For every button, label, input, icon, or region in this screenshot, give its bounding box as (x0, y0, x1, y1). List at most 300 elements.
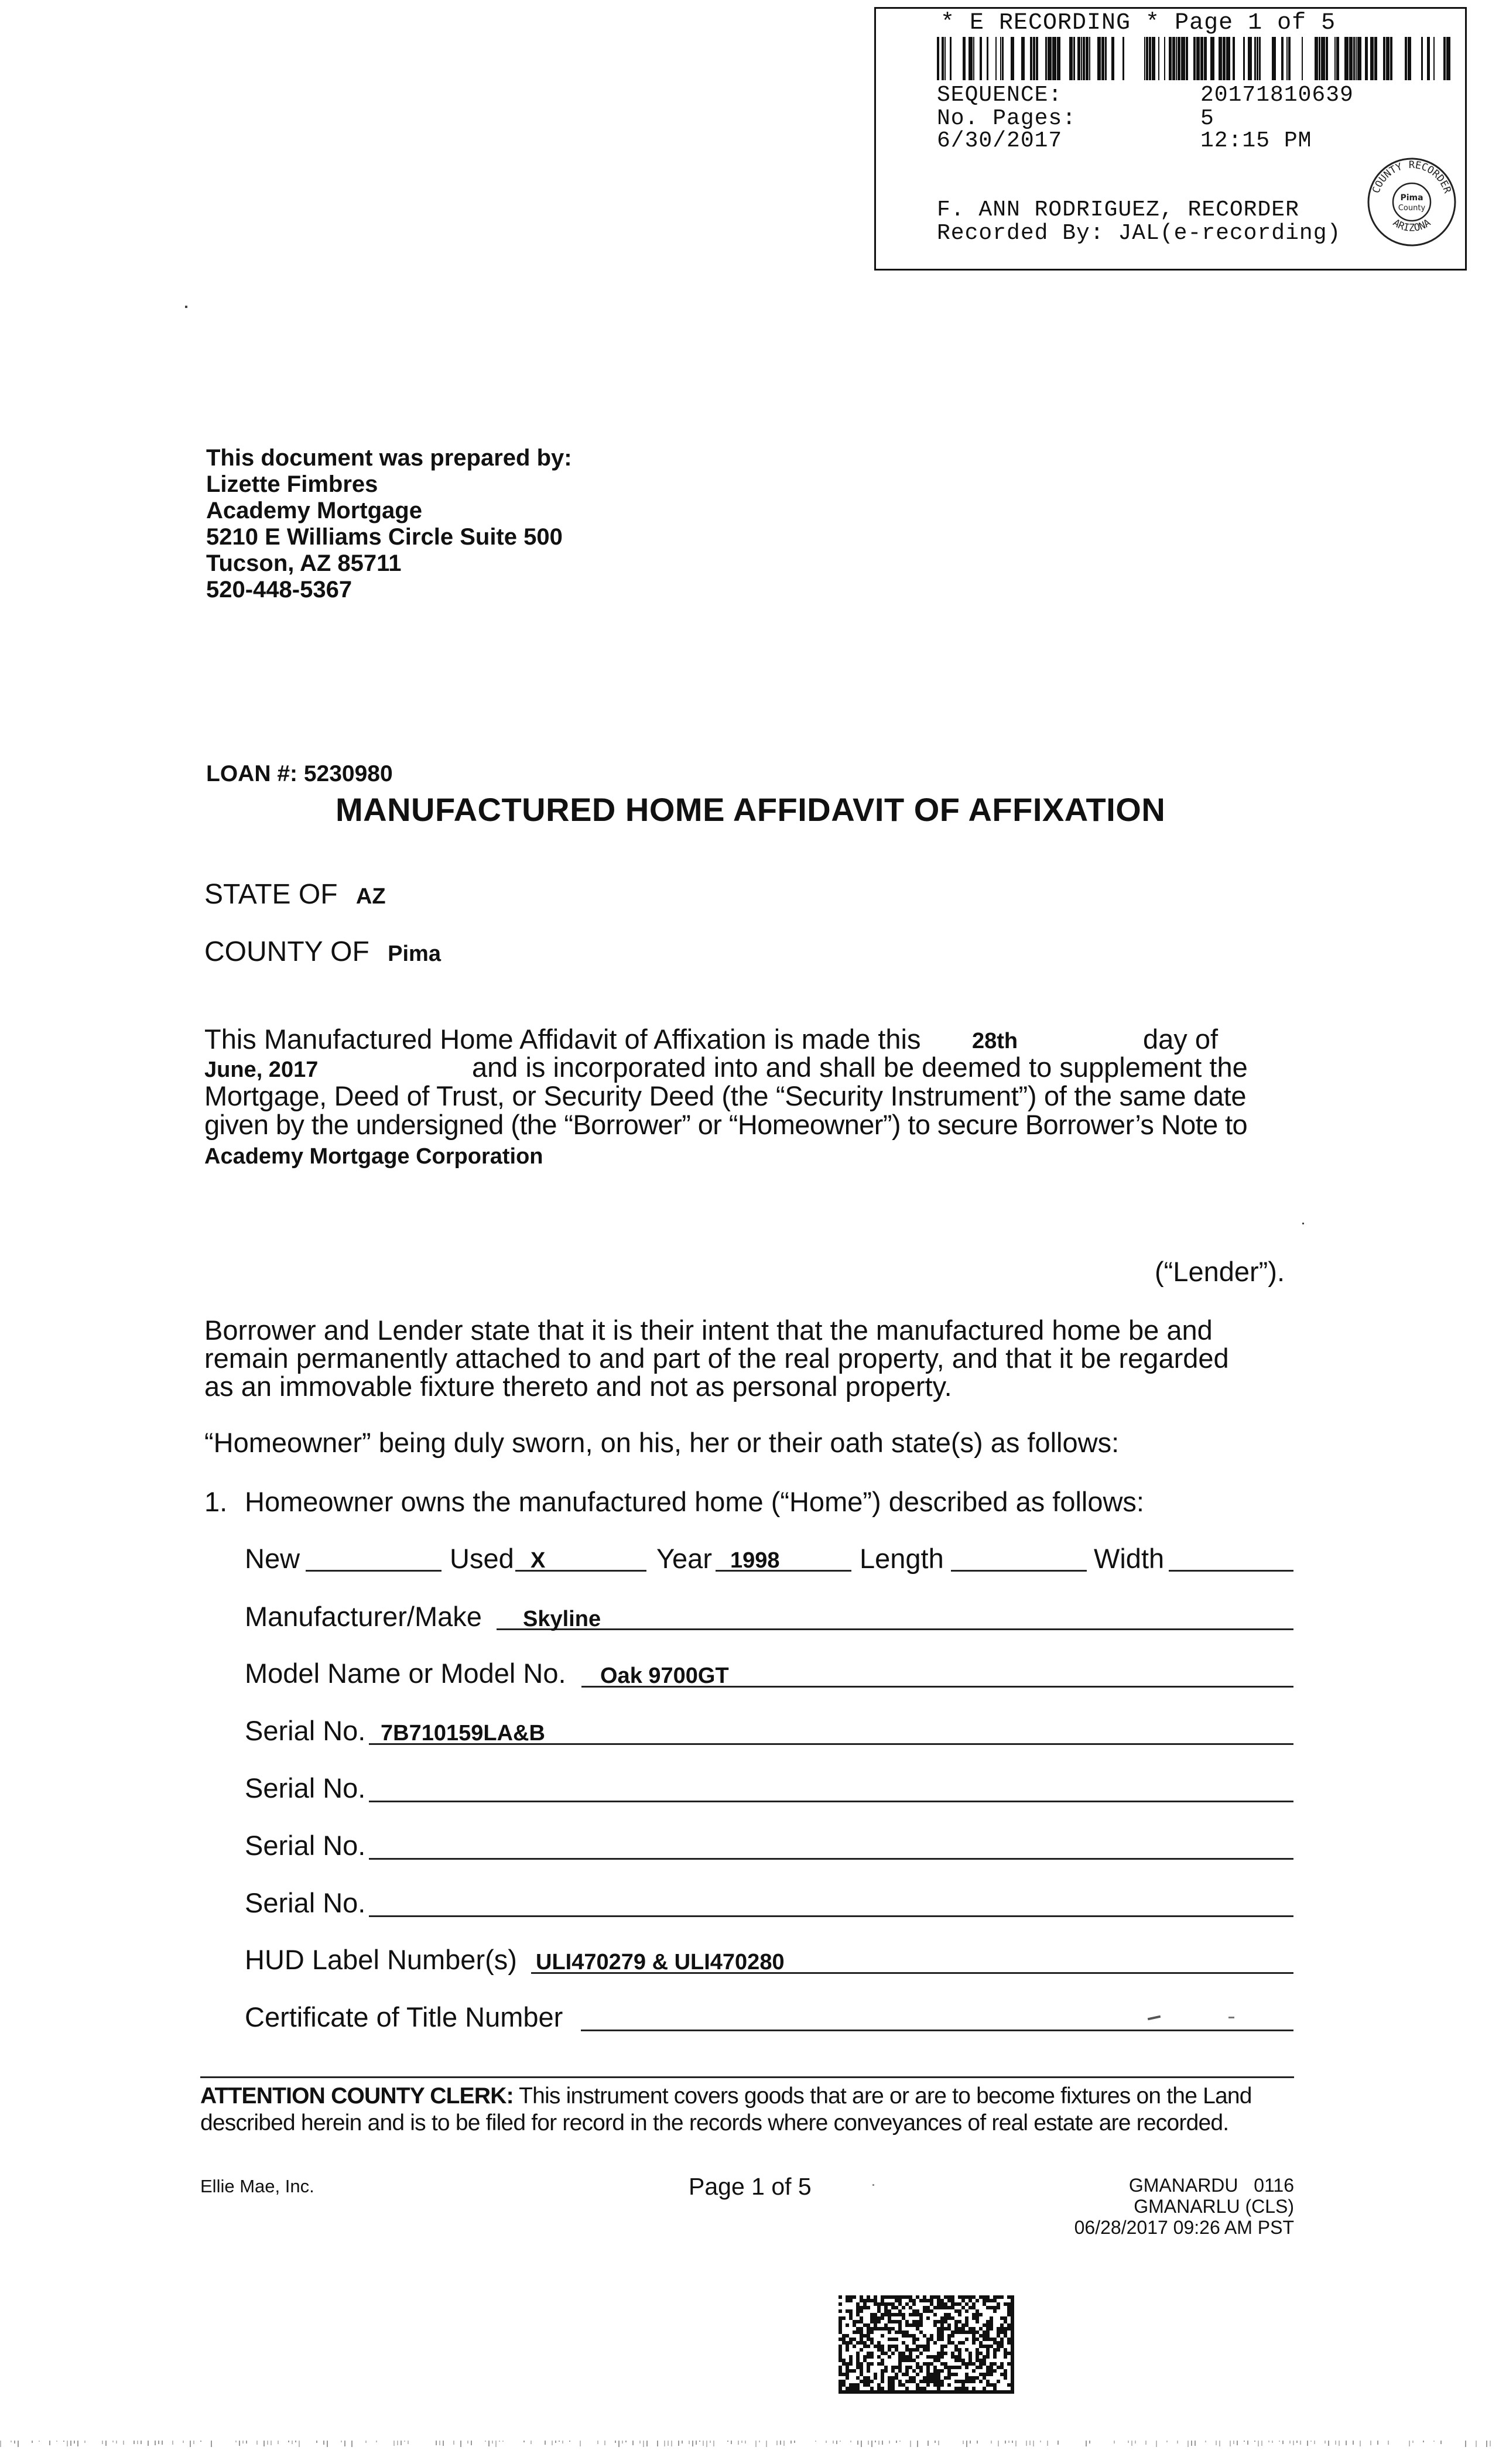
footer-page: Page 1 of 5 (689, 2173, 812, 2200)
barcode-module (993, 2369, 997, 2373)
barcode-module (979, 2295, 983, 2299)
edge-tick (692, 2441, 693, 2446)
barcode-module (867, 2323, 870, 2327)
barcode-module (905, 2355, 909, 2359)
barcode-module (877, 2390, 881, 2394)
barcode-module (926, 2299, 930, 2302)
barcode-module (870, 2387, 874, 2390)
barcode-module (846, 2334, 849, 2338)
edge-tick (935, 2441, 936, 2443)
barcode-module (853, 2320, 856, 2323)
barcode-module (986, 2330, 990, 2334)
barcode-module (1007, 2306, 1011, 2309)
barcode-module (849, 2295, 853, 2299)
barcode-module (842, 2390, 846, 2394)
barcode-module (951, 2334, 954, 2338)
edge-tick (840, 2441, 841, 2442)
barcode-module (983, 2302, 986, 2306)
barcode-module (961, 2359, 965, 2362)
barcode-module (912, 2348, 916, 2352)
barcode-module (888, 2330, 891, 2334)
manufacturer-line (497, 1628, 1293, 1630)
barcode-module (976, 2330, 979, 2334)
barcode-module (895, 2299, 898, 2302)
barcode-module (905, 2373, 909, 2376)
barcode-module (1011, 2309, 1014, 2313)
barcode-module (902, 2359, 905, 2362)
barcode-module (976, 2355, 979, 2359)
barcode-module (1007, 2362, 1011, 2366)
barcode-module (870, 2355, 874, 2359)
barcode-module (1011, 2327, 1014, 2330)
barcode-module (990, 2369, 993, 2373)
barcode-module (1004, 2390, 1007, 2394)
intro-line-4: given by the undersigned (the “Borrower” or “Homeowner”) to secure Borrower’s Note to (204, 1109, 1248, 1140)
edge-tick (815, 2441, 816, 2442)
barcode-module (891, 2387, 895, 2390)
edge-tick (316, 2441, 317, 2443)
barcode-module (961, 2387, 965, 2390)
barcode-module (930, 2355, 933, 2359)
barcode-module (853, 2345, 856, 2348)
edge-tick (200, 2441, 201, 2442)
barcode-module (933, 2306, 937, 2309)
barcode-module (954, 2320, 958, 2323)
edge-tick (706, 2441, 707, 2447)
edge-tick (1346, 2441, 1347, 2445)
barcode-module (990, 2320, 993, 2323)
edge-tick (162, 2441, 163, 2445)
barcode-module (983, 2387, 986, 2390)
barcode-module (877, 2348, 881, 2352)
barcode-module (856, 2390, 860, 2394)
edge-tick (1409, 2441, 1410, 2446)
barcode-module (944, 2320, 947, 2323)
edge-tick (1015, 2441, 1017, 2446)
new-line (306, 1570, 442, 1572)
edge-tick (1114, 2441, 1115, 2444)
barcode-module (849, 2387, 853, 2390)
edge-tick (155, 2441, 156, 2445)
barcode-module (884, 2369, 888, 2373)
barcode-module (976, 2376, 979, 2380)
barcode-module (1007, 2390, 1011, 2394)
barcode-module (940, 2390, 944, 2394)
barcode-bar (1326, 37, 1328, 80)
barcode-module (951, 2366, 954, 2369)
edge-tick (32, 2441, 33, 2443)
barcode-bar (1000, 37, 1001, 80)
barcode-module (856, 2320, 860, 2323)
barcode-module (1000, 2345, 1004, 2348)
edge-tick (745, 2441, 746, 2444)
edge-tick (1335, 2441, 1336, 2445)
barcode-module (926, 2369, 930, 2373)
barcode-module (993, 2306, 997, 2309)
barcode-module (937, 2302, 940, 2306)
barcode-module (898, 2390, 902, 2394)
edge-tick (569, 2441, 570, 2442)
barcode-module (1011, 2341, 1014, 2345)
edge-tick (376, 2441, 377, 2442)
barcode-module (983, 2299, 986, 2302)
edge-tick (39, 2441, 40, 2442)
edge-tick (878, 2441, 879, 2445)
barcode-module (954, 2359, 958, 2362)
barcode-module (976, 2316, 979, 2320)
barcode-module (1011, 2352, 1014, 2355)
edge-tick (190, 2441, 191, 2447)
barcode-module (842, 2338, 846, 2341)
barcode-module (881, 2369, 884, 2373)
edge-tick (1254, 2441, 1255, 2442)
barcode-module (933, 2373, 937, 2376)
barcode-module (940, 2345, 944, 2348)
barcode-module (926, 2380, 930, 2383)
barcode-module (972, 2295, 976, 2299)
edge-tick (910, 2441, 911, 2447)
barcode-module (870, 2390, 874, 2394)
barcode-module (912, 2323, 916, 2327)
barcode-module (937, 2369, 940, 2373)
barcode-module (951, 2306, 954, 2309)
barcode-module (951, 2330, 954, 2334)
barcode-module (839, 2390, 842, 2394)
barcode-module (965, 2366, 968, 2369)
edge-tick (1145, 2441, 1147, 2445)
edge-tick (1314, 2441, 1315, 2444)
barcode-module (874, 2345, 877, 2348)
barcode-bar (1286, 37, 1288, 80)
edge-tick (833, 2441, 834, 2444)
edge-tick (632, 2441, 634, 2445)
barcode-module (891, 2369, 895, 2373)
barcode-bar (1122, 37, 1124, 80)
barcode-bar (1321, 37, 1325, 80)
barcode-bar (942, 37, 944, 80)
barcode-module (860, 2330, 863, 2334)
barcode-module (926, 2309, 930, 2313)
barcode-module (856, 2376, 860, 2380)
barcode-module (905, 2323, 909, 2327)
barcode-module (961, 2323, 965, 2327)
barcode-bar (1353, 37, 1355, 80)
barcode-module (860, 2327, 863, 2330)
barcode-module (877, 2345, 881, 2348)
barcode-module (979, 2390, 983, 2394)
barcode-module (933, 2366, 937, 2369)
barcode-module (895, 2295, 898, 2299)
edge-tick (678, 2441, 679, 2446)
edge-tick (1219, 2441, 1220, 2446)
barcode-module (958, 2387, 961, 2390)
barcode-module (990, 2345, 993, 2348)
barcode-bar (1315, 37, 1318, 80)
barcode-module (926, 2373, 930, 2376)
barcode-module (909, 2352, 912, 2355)
barcode-module (968, 2355, 972, 2359)
barcode-module (877, 2320, 881, 2323)
barcode-module (867, 2362, 870, 2366)
barcode-module (954, 2390, 958, 2394)
edge-tick (836, 2441, 837, 2444)
edge-tick (783, 2441, 785, 2446)
barcode-module (933, 2376, 937, 2380)
barcode-module (870, 2327, 874, 2330)
barcode-module (947, 2295, 951, 2299)
barcode-module (856, 2327, 860, 2330)
barcode-module (839, 2316, 842, 2320)
barcode-module (958, 2359, 961, 2362)
barcode-module (881, 2327, 884, 2330)
barcode-module (891, 2366, 895, 2369)
edge-tick (63, 2441, 64, 2442)
barcode-module (909, 2366, 912, 2369)
barcode-module (912, 2334, 916, 2338)
barcode-module (997, 2302, 1000, 2306)
barcode-module (954, 2309, 958, 2313)
edge-tick (1012, 2441, 1013, 2443)
barcode-module (983, 2334, 986, 2338)
barcode-module (954, 2373, 958, 2376)
barcode-module (874, 2316, 877, 2320)
barcode-module (983, 2373, 986, 2376)
edge-tick (1293, 2441, 1294, 2445)
barcode-module (891, 2345, 895, 2348)
barcode-module (940, 2327, 944, 2330)
barcode-module (888, 2320, 891, 2323)
preparer-address-2: Tucson, AZ 85711 (206, 550, 402, 576)
barcode-module (888, 2345, 891, 2348)
barcode-module (888, 2387, 891, 2390)
barcode-bar (1259, 37, 1261, 80)
barcode-module (839, 2380, 842, 2383)
length-label: Length (860, 1543, 944, 1574)
barcode-module (1000, 2373, 1004, 2376)
intent-line-1: Borrower and Lender state that it is their intent that the manufactured home be and (204, 1315, 1213, 1346)
barcode-module (867, 2355, 870, 2359)
lender-suffix: (“Lender”). (1155, 1256, 1285, 1287)
barcode-module (902, 2383, 905, 2387)
barcode-module (940, 2383, 944, 2387)
barcode-module (1007, 2309, 1011, 2313)
edge-tick (453, 2441, 454, 2445)
barcode-module (912, 2309, 916, 2313)
barcode-module (909, 2299, 912, 2302)
barcode-module (997, 2366, 1000, 2369)
barcode-module (976, 2320, 979, 2323)
barcode-bar (1248, 37, 1252, 80)
edge-tick (344, 2441, 345, 2446)
barcode-module (853, 2369, 856, 2373)
edge-tick (365, 2441, 367, 2443)
barcode-module (842, 2362, 846, 2366)
barcode-module (986, 2306, 990, 2309)
stamp-header: * E RECORDING * Page 1 of 5 (940, 10, 1336, 36)
footer-codes (995, 2175, 1294, 2238)
barcode-module (993, 2338, 997, 2341)
barcode-module (916, 2327, 919, 2330)
barcode-module (888, 2302, 891, 2306)
2d-barcode-icon (839, 2294, 1014, 2395)
barcode-module (1007, 2352, 1011, 2355)
edge-tick (70, 2441, 71, 2446)
edge-tick (408, 2441, 409, 2444)
edge-tick (1191, 2441, 1192, 2446)
barcode-module (874, 2295, 877, 2299)
barcode-module (933, 2355, 937, 2359)
barcode-module (870, 2299, 874, 2302)
barcode-module (1011, 2320, 1014, 2323)
title-number-label: Certificate of Title Number (245, 2001, 563, 2032)
barcode-module (898, 2366, 902, 2369)
barcode-bar (1319, 37, 1320, 80)
edge-tick (67, 2441, 68, 2446)
edge-tick (1047, 2441, 1048, 2446)
barcode-module (916, 2373, 919, 2376)
barcode-module (881, 2295, 884, 2299)
barcode-bar (1281, 37, 1284, 80)
barcode-module (860, 2369, 863, 2373)
barcode-module (958, 2380, 961, 2383)
edge-tick (977, 2441, 978, 2444)
barcode-module (884, 2295, 888, 2299)
edge-tick (1057, 2441, 1059, 2445)
barcode-module (986, 2369, 990, 2373)
barcode-module (867, 2352, 870, 2355)
barcode-module (912, 2369, 916, 2373)
barcode-module (951, 2302, 954, 2306)
barcode-module (1007, 2313, 1011, 2316)
edge-tick (998, 2441, 999, 2446)
recorded-by: Recorded By: JAL(e-recording) (937, 221, 1341, 246)
barcode-module (860, 2341, 863, 2345)
edge-tick (889, 2441, 890, 2444)
barcode-bar (1254, 37, 1256, 80)
barcode-module (930, 2390, 933, 2394)
barcode-module (986, 2373, 990, 2376)
barcode-module (863, 2302, 867, 2306)
model-label: Model Name or Model No. (245, 1658, 566, 1689)
barcode-module (1000, 2295, 1004, 2299)
barcode-bar (1433, 37, 1435, 80)
barcode-module (905, 2334, 909, 2338)
barcode-module (860, 2299, 863, 2302)
barcode-module (891, 2295, 895, 2299)
barcode-module (877, 2306, 881, 2309)
barcode-module (1011, 2373, 1014, 2376)
barcode-module (983, 2362, 986, 2366)
barcode-bar (1152, 37, 1155, 80)
edge-tick (0, 2441, 1, 2447)
barcode-module (990, 2327, 993, 2330)
barcode-bar (1334, 37, 1336, 80)
barcode-module (870, 2320, 874, 2323)
barcode-module (867, 2306, 870, 2309)
barcode-bar (1101, 37, 1104, 80)
edge-tick (615, 2441, 616, 2443)
barcode-module (1011, 2338, 1014, 2341)
edge-tick (1261, 2441, 1262, 2446)
edge-tick (102, 2441, 103, 2444)
barcode-module (891, 2320, 895, 2323)
barcode-module (983, 2359, 986, 2362)
barcode-module (926, 2341, 930, 2345)
barcode-module (961, 2306, 965, 2309)
barcode-module (965, 2330, 968, 2334)
edge-tick (1353, 2441, 1354, 2445)
item-1-text: Homeowner owns the manufactured home (“Home”) described as follows: (245, 1486, 1144, 1517)
barcode-module (940, 2362, 944, 2366)
barcode-module (940, 2306, 944, 2309)
edge-tick (137, 2441, 138, 2444)
barcode-module (1004, 2320, 1007, 2323)
barcode-module (997, 2306, 1000, 2309)
barcode-bar (1302, 37, 1303, 80)
edge-tick (467, 2441, 468, 2444)
barcode-module (937, 2327, 940, 2330)
edge-tick (1307, 2441, 1308, 2446)
edge-tick (1040, 2441, 1041, 2442)
title-number-line (581, 2030, 1293, 2031)
barcode-module (961, 2380, 965, 2383)
barcode-module (965, 2323, 968, 2327)
barcode-module (874, 2299, 877, 2302)
barcode-module (919, 2320, 923, 2323)
barcode-module (930, 2334, 933, 2338)
barcode-module (884, 2306, 888, 2309)
barcode-module (972, 2338, 976, 2341)
barcode-module (1000, 2366, 1004, 2369)
sequence-value: 20171810639 (1200, 83, 1354, 108)
barcode-module (905, 2295, 909, 2299)
barcode-module (884, 2302, 888, 2306)
edge-tick (1370, 2441, 1371, 2445)
barcode-bar (1233, 37, 1235, 80)
loan-number: 5230980 (303, 761, 393, 786)
barcode-module (937, 2320, 940, 2323)
barcode-module (898, 2327, 902, 2330)
edge-tick (531, 2441, 532, 2444)
barcode-module (947, 2334, 951, 2338)
barcode-module (856, 2330, 860, 2334)
barcode-module (905, 2380, 909, 2383)
barcode-module (898, 2313, 902, 2316)
barcode-bar (1086, 37, 1089, 80)
barcode-module (842, 2383, 846, 2387)
hud-value: ULI470279 & ULI470280 (536, 1950, 785, 1974)
barcode-module (923, 2309, 926, 2313)
barcode-module (898, 2320, 902, 2323)
barcode-module (856, 2383, 860, 2387)
edge-tick (1029, 2441, 1031, 2445)
barcode-module (958, 2313, 961, 2316)
barcode-module (867, 2366, 870, 2369)
intro-date-value: June, 2017 (204, 1058, 319, 1082)
barcode-module (856, 2362, 860, 2366)
stamp-barcode (937, 37, 1452, 80)
barcode-module (944, 2306, 947, 2309)
preparer-phone: 520-448-5367 (206, 577, 352, 603)
barcode-module (849, 2299, 853, 2302)
edge-tick (1005, 2441, 1006, 2444)
barcode-module (909, 2313, 912, 2316)
barcode-bar (1386, 37, 1390, 80)
barcode-module (937, 2330, 940, 2334)
barcode-module (881, 2387, 884, 2390)
barcode-module (972, 2390, 976, 2394)
barcode-bar (968, 37, 973, 80)
